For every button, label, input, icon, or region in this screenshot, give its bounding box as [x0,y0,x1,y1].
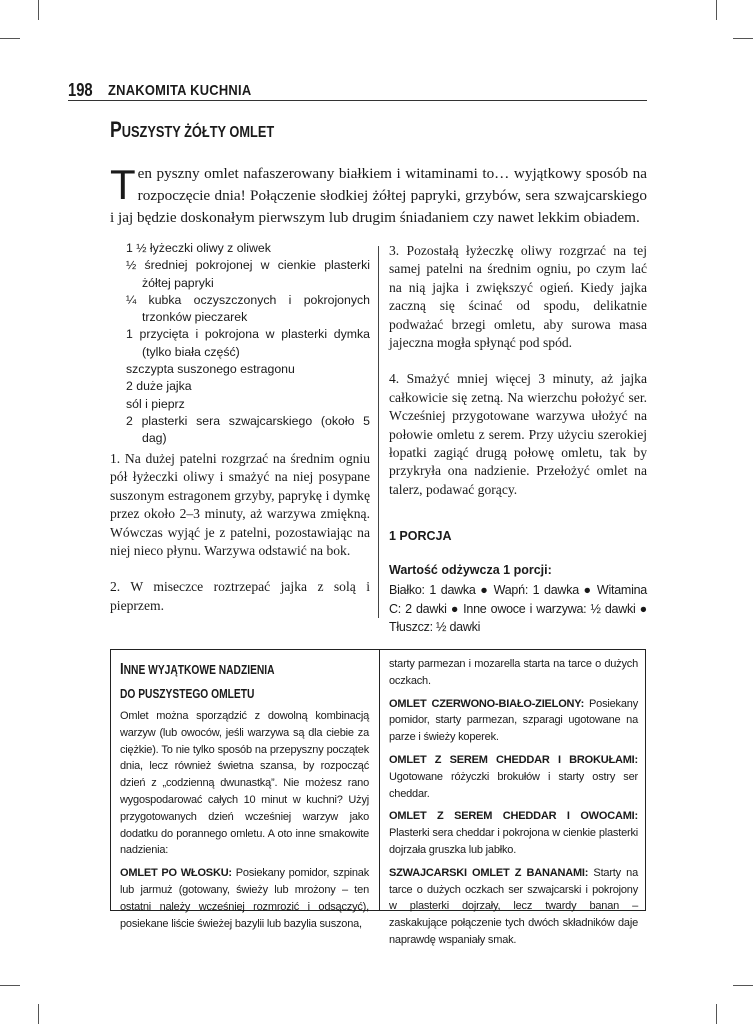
variant-name: OMLET PO WŁOSKU: [120,867,232,880]
ingredient-item: szczypta suszonego estragonu [126,362,295,377]
box-title-line1 [120,660,324,680]
variant-name: OMLET Z SEREM CHEDDAR I BROKUŁAMI: [389,753,638,766]
box-intro: Omlet można sporządzić z dowolną kombinacją warzyw (lub owoców, jeśli warzywa są dla ciebie za ciężkie). To nie tylko sposób na przepyszny początek dnia, lecz również świetna szansa, by rozpocząć dzień z „codzienną dwunastką”. Nie możesz rano wygospodarować całych 10 minut w kuchni? Użyj przygotowanych dzień wcześniej warzyw jako dodatku do porannego omletu. A oto inne smakowite nadzienia: [120,710,369,857]
recipe-title-rest: USZYSTY ŻÓŁTY OMLET [121,124,275,141]
page-number: 198 [68,80,93,100]
portion-label: 1 PORCJA [389,529,452,544]
variant-text: Starty na tarce o dużych oczkach ser szwajcarski i pokrojony w plasterki dojrzały, lecz twardy banan – zaskakujące połączenie tych dwóch składników daje naprawdę wspaniały smak. [389,866,638,946]
box-variant [389,696,638,746]
crop-mark [716,1004,717,1024]
box-variant [389,808,638,858]
box-divider [379,650,380,910]
crop-mark [733,38,753,39]
crop-mark [0,985,20,986]
variant-name: OMLET CZERWONO-BIAŁO-ZIELONY: [389,697,585,710]
box-variant [389,752,638,802]
ingredient-item: ¼ kubka oczyszczonych i pokrojonych trzonków pieczarek [126,292,370,325]
box-title-line2: DO PUSZYSTEGO OMLETU [120,687,255,701]
variant-text: Ugotowane różyczki brokułów i starty ostry ser cheddar. [389,770,638,800]
nutrition-heading: Wartość odżywcza 1 porcji: [389,563,552,578]
page-header [68,80,647,101]
drop-cap: T [110,161,136,208]
sidebar-box [110,649,646,946]
box-title-rest: NNE WYJĄTKOWE NADZIENIA [123,663,275,677]
recipe-intro [110,163,647,229]
box-title-cap: I [120,661,124,678]
variant-text: Posiekany pomidor, starty parmezan, szparagi ugotowane na parze i świeży koperek. [389,697,638,744]
recipe-title [110,117,274,143]
ingredient-list [126,240,370,448]
running-head: ZNAKOMITA KUCHNIA [108,82,252,99]
variant-name: SZWAJCARSKI OMLET Z BANANAMI: [389,866,589,879]
variant-name: OMLET Z SEREM CHEDDAR I OWOCAMI: [389,810,638,823]
box-variant [120,865,369,932]
recipe-intro-text: en pyszny omlet nafaszerowany białkiem i witaminami to… wyjątkowy sposób na rozpoczęcie dnia! Połączenie słodkiej żółtej papryki, grzybów, sera szwajcarskiego i jaj będzie doskonałym pierwszym lub drugim śniadaniem czy nawet lekkim obiadem. [110,165,647,226]
nutrition-text: Białko: 1 dawka ● Wapń: 1 dawka ● Witamina C: 2 dawki ● Inne owoce i warzywa: ½ dawki ● Tłuszcz: ½ dawki [389,583,647,635]
crop-mark [38,1004,39,1024]
box-right-column [389,656,638,949]
ingredient-item: 2 plasterki sera szwajcarskiego (około 5 dag) [126,413,370,446]
steps-left-column [110,450,370,615]
ingredient-item: 1 ½ łyżeczki oliwy z oliwek [126,241,271,255]
crop-mark [716,0,717,20]
box-variant-continued: starty parmezan i mozarella starta na tarce o dużych oczkach. [389,658,638,687]
steps-right-column [389,242,647,637]
ingredient-item: 1 przycięta i pokrojona w plasterki dymka (tylko biała część) [126,327,370,359]
recipe-step: 3. Pozostałą łyżeczkę oliwy rozgrzać na tej samej patelni na średnim ogniu, po czym lać na nią jajka i zwiększyć ogień. Kiedy jajka zaczną się ścinać od spodu, delikatnie podważać brzegi omletu, aby surowa masa jajeczna mogła spłynąć pod spód. [389,243,647,351]
crop-mark [38,0,39,20]
recipe-title-cap: P [110,117,122,142]
box-left-column [120,660,369,932]
crop-mark [0,38,20,39]
recipe-step: 2. W miseczce roztrzepać jajka z solą i pieprzem. [110,579,370,613]
crop-mark [733,985,753,986]
column-divider [378,246,379,618]
recipe-step: 1. Na dużej patelni rozgrzać na średnim ogniu pół łyżeczki oliwy i smażyć na niej posypane suszonym estragonem grzyby, paprykę i dymkę przez około 2–3 minuty, aż warzywa zmiękną. Wówczas wyjąć je z patelni, pozostawiając na niej nieco płynu. Warzywa odstawić na bok. [110,451,370,559]
box-variant [389,865,638,949]
ingredient-item: 2 duże jajka [126,379,192,394]
variant-text: Plasterki sera cheddar i pokrojona w cienkie plasterki dojrzała gruszka lub jabłko. [389,827,638,856]
ingredient-item: ½ średniej pokrojonej w cienkie plasterki żółtej papryki [126,258,370,290]
variant-text: Posiekany pomidor, szpinak lub jarmuż (gotowany, świeży lub mrożony – ten ostatni należy wcześniej rozmrozić i odsączyć), posiekane liście świeżej bazylii lub bazylia suszona, [120,867,369,930]
recipe-step: 4. Smażyć mniej więcej 3 minuty, aż jajka całkowicie się zetną. Na wierzchu położyć ser. Wcześniej przygotowane warzywa ułożyć na połowie omletu z serem. Przy użyciu szerokiej łopatki zagiąć drugą połowę omletu, tak by przykryła ona nadzienie. Przełożyć omlet na talerz, podawać gorący. [389,371,647,497]
ingredient-item: sól i pieprz [126,396,185,411]
